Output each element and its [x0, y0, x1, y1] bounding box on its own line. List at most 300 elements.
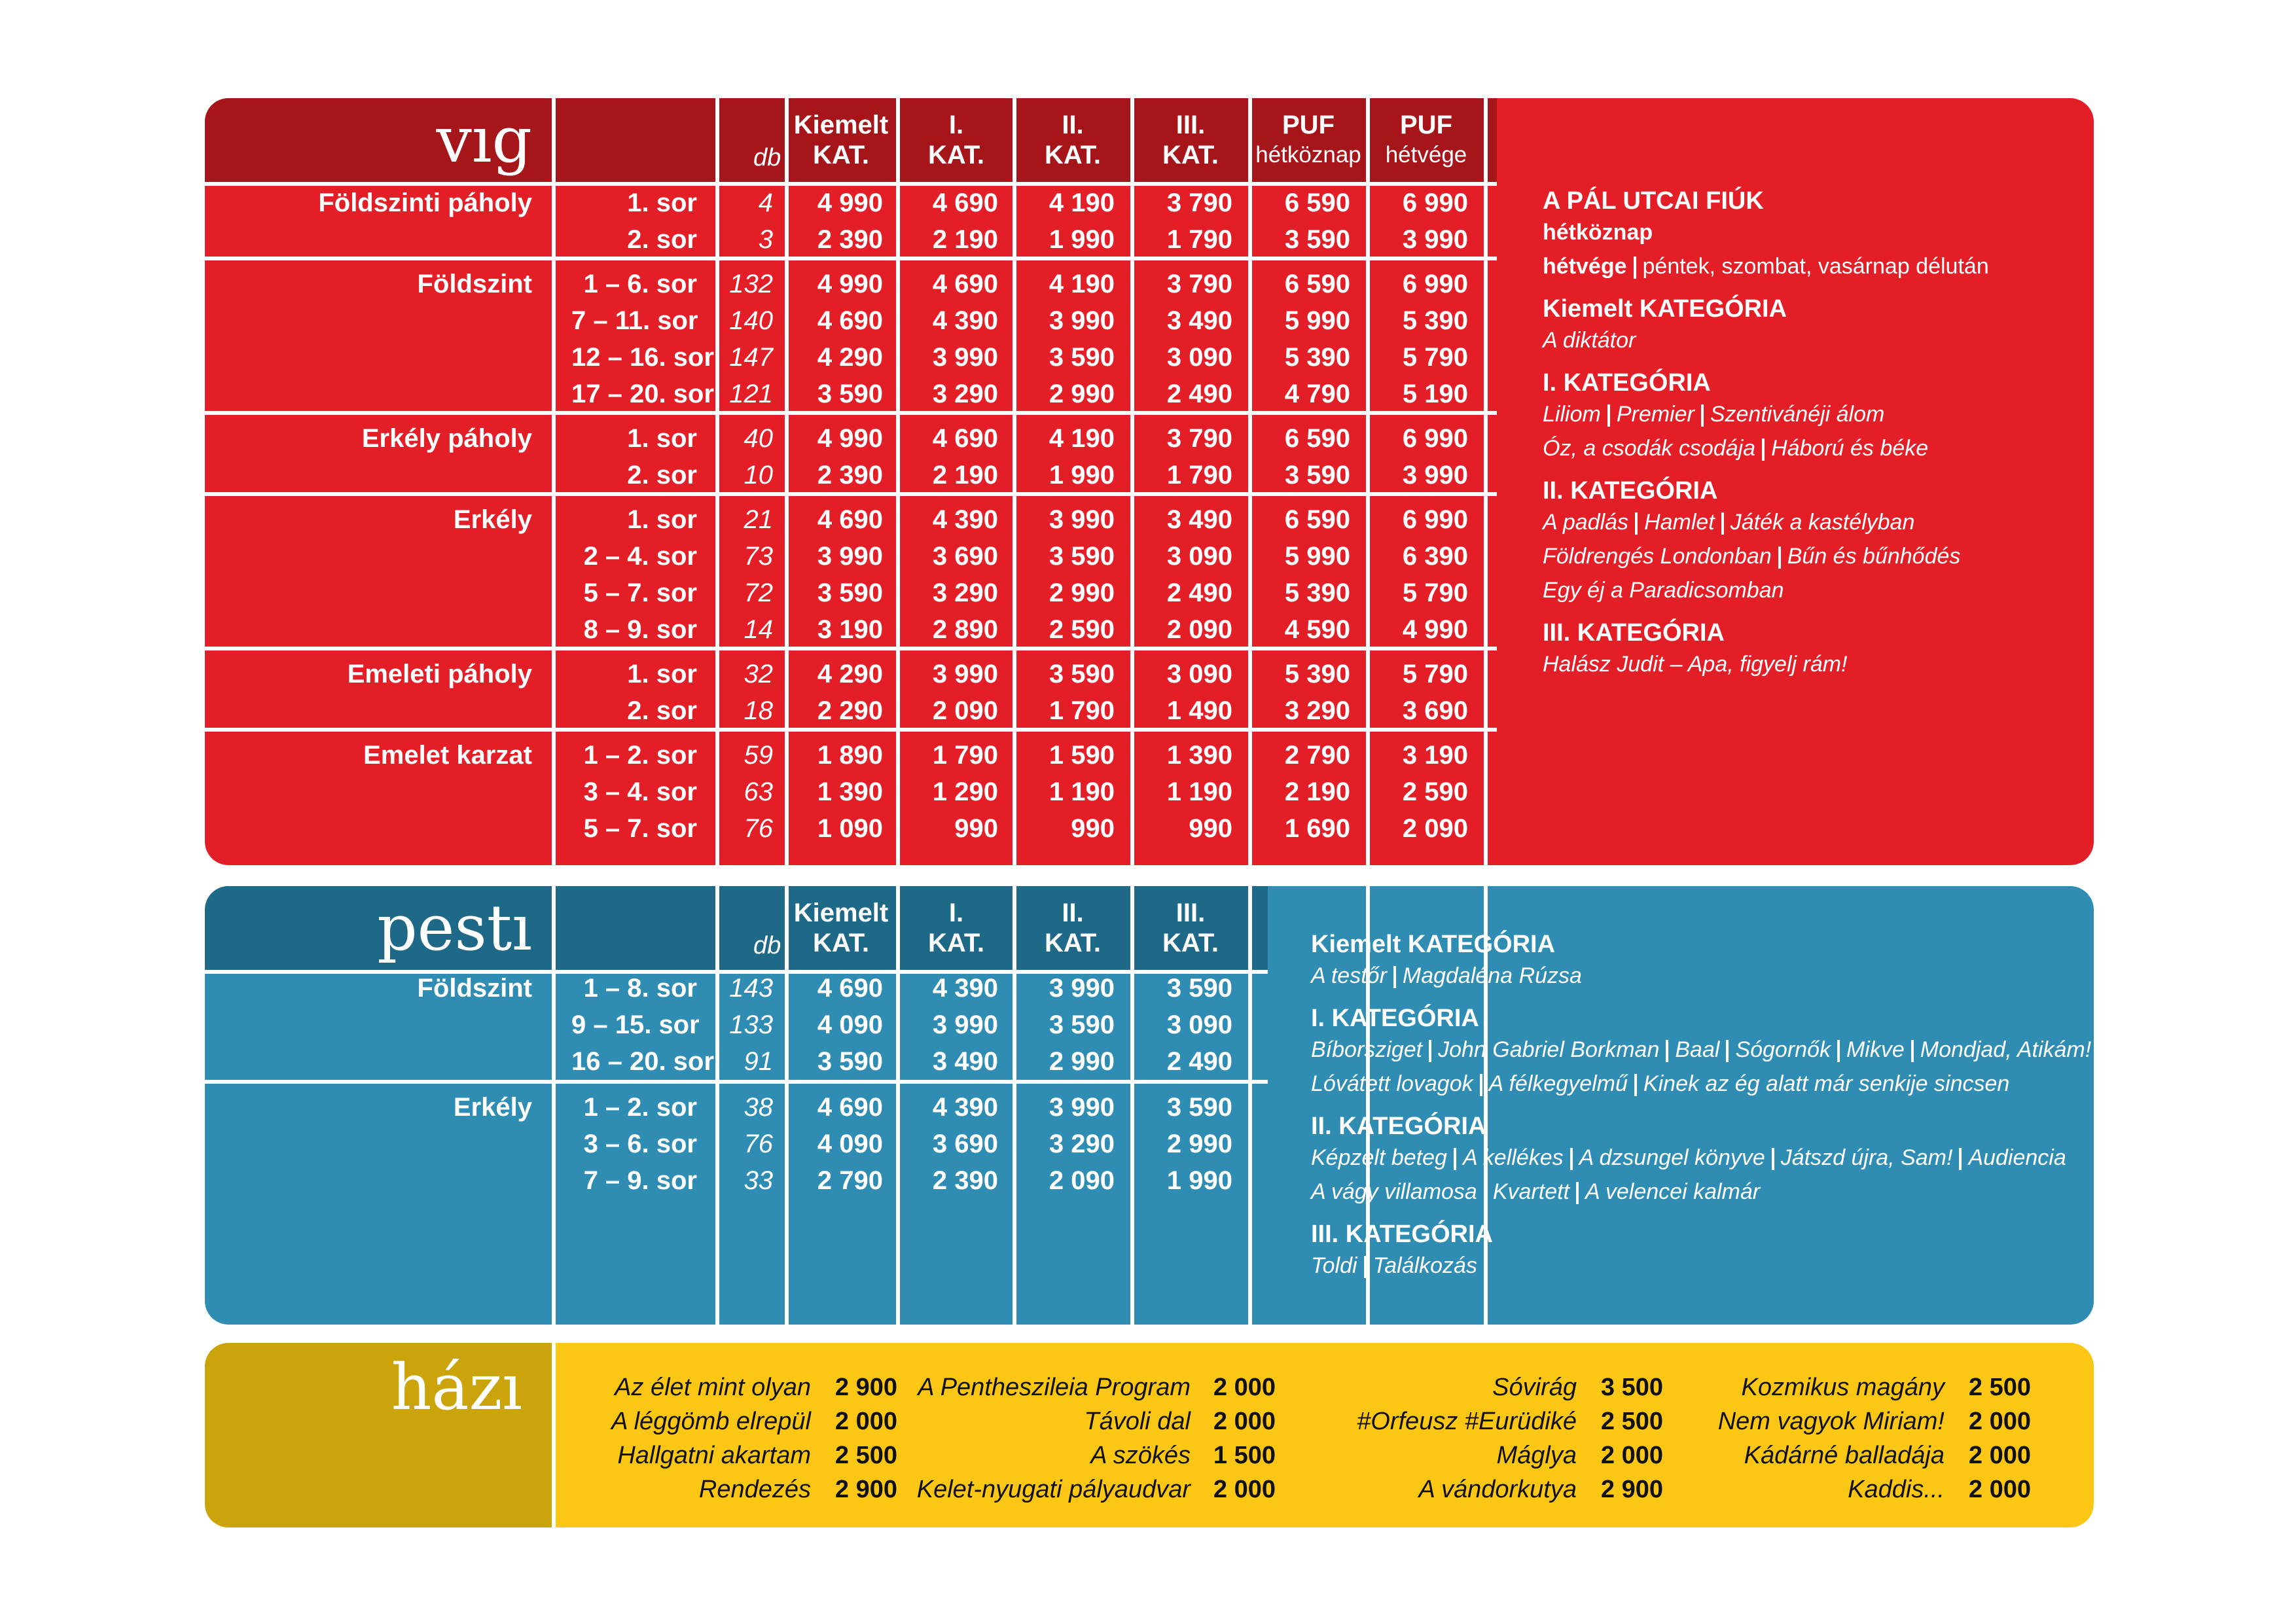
vig-note-separator [1607, 404, 1610, 427]
pesti-note-item: Találkozás [1372, 1253, 1477, 1278]
vig-note-item: A padlás [1543, 510, 1629, 535]
vig-price-cell: 4 990 [1402, 615, 1468, 644]
vig-price-cell: 1 490 [1166, 696, 1232, 725]
pesti-note-separator [1959, 1148, 1962, 1170]
vig-note-item: Földrengés Londonban [1543, 544, 1772, 569]
vig-header-col-title: PUF [1282, 111, 1335, 139]
vig-header-col-title: III. [1175, 111, 1206, 139]
pesti-header-col-sub: KAT. [1045, 929, 1101, 957]
vig-row-count: 18 [744, 696, 773, 725]
vig-row-label: 3 – 4. sor [583, 777, 697, 806]
vig-header-col-title: I. [948, 111, 964, 139]
vig-price-cell: 5 790 [1402, 660, 1468, 688]
pesti-header-col-title: Kiemelt [793, 899, 889, 927]
pesti-price-cell: 3 290 [1049, 1130, 1115, 1158]
vig-price-cell: 3 590 [1049, 542, 1115, 571]
vig-note-item: Halász Judit – Apa, figyelj rám! [1543, 652, 1848, 677]
vig-price-cell: 1 190 [1166, 777, 1232, 806]
vig-price-cell: 990 [1071, 814, 1115, 843]
vig-row-label: 7 – 11. sor [571, 306, 698, 335]
vig-note-item: Szentivánéji álom [1710, 402, 1885, 427]
pesti-note-item: A testőr [1311, 963, 1387, 988]
hazi-show-price: 2 000 [1600, 1442, 1663, 1469]
vig-price-cell: 5 390 [1284, 343, 1350, 372]
vig-price-cell: 3 790 [1166, 424, 1232, 453]
pesti-price-cell: 4 690 [817, 1093, 883, 1122]
hazi-show-price: 2 500 [1968, 1374, 2031, 1401]
hazi-show-title: Rendezés [698, 1476, 811, 1503]
pesti-header-col-title: II. [1062, 899, 1084, 927]
vig-header-col [1370, 98, 1482, 182]
vig-price-cell: 3 690 [1402, 696, 1468, 725]
pesti-group-name: Erkély [453, 1093, 532, 1122]
pesti-note-separator [1837, 1040, 1840, 1062]
vig-price-cell: 3 990 [1049, 306, 1115, 335]
pesti-note-line [1311, 959, 2091, 993]
vig-price-cell: 2 090 [932, 696, 998, 725]
vig-group-name: Földszinti páholy [318, 188, 532, 217]
hazi-show-title: Nem vagyok Miriam! [1717, 1408, 1945, 1435]
vig-price-cell: 6 590 [1284, 270, 1350, 298]
pesti-note-separator [1393, 966, 1396, 988]
hazi-show-title: A léggömb elrepül [611, 1408, 811, 1435]
vig-price-cell: 3 290 [932, 380, 998, 408]
vig-price-cell: 4 990 [817, 188, 883, 217]
vig-header-db: db [753, 144, 781, 171]
vig-note-item: Bűn és bűnhődés [1787, 544, 1961, 569]
vig-row-label: 2 – 4. sor [583, 542, 697, 571]
pesti-note-item: A vágy villamosa [1311, 1179, 1477, 1204]
hazi-divider [552, 1343, 556, 1527]
vig-row-label: 1. sor [627, 424, 697, 453]
vig-price-cell: 4 690 [932, 270, 998, 298]
vig-header-col-sub: hétköznap [1255, 142, 1361, 168]
pesti-note-title: Kiemelt KATEGÓRIA [1311, 931, 1556, 958]
vig-price-cell: 4 690 [817, 306, 883, 335]
vig-price-cell: 3 990 [1402, 225, 1468, 254]
vig-price-cell: 1 690 [1284, 814, 1350, 843]
pesti-price-cell: 2 790 [817, 1166, 883, 1195]
vig-price-cell: 1 790 [1166, 461, 1232, 490]
vig-note-separator [1721, 512, 1724, 535]
hazi-show-title: Kozmikus magány [1741, 1374, 1945, 1401]
vig-note-rest: péntek, szombat, vasárnap délután [1642, 254, 1989, 279]
hazi-show-price: 2 900 [834, 1374, 897, 1401]
vig-group-divider [205, 728, 1497, 732]
vig-header-col-sub: hétvége [1385, 142, 1467, 168]
pesti-price-cell: 3 990 [1049, 974, 1115, 1003]
vig-row-count: 14 [744, 615, 773, 644]
vig-price-cell: 5 390 [1402, 306, 1468, 335]
vig-price-cell: 3 590 [1049, 660, 1115, 688]
pesti-price-cell: 2 090 [1049, 1166, 1115, 1195]
vig-price-cell: 5 990 [1284, 306, 1350, 335]
vig-price-cell: 2 490 [1166, 579, 1232, 607]
vig-header-col [1016, 98, 1129, 182]
pesti-note-item: Toldi [1311, 1253, 1357, 1278]
hazi-show-price: 2 500 [834, 1442, 897, 1469]
vig-price-cell: 5 390 [1284, 579, 1350, 607]
vig-price-cell: 3 590 [817, 579, 883, 607]
vig-price-cell: 1 090 [817, 814, 883, 843]
vig-price-cell: 3 990 [932, 660, 998, 688]
pesti-note-line [1311, 1141, 2091, 1175]
pesti-header-col-sub: KAT. [1162, 929, 1219, 957]
vig-price-cell: 1 790 [1166, 225, 1232, 254]
pesti-note-title: III. KATEGÓRIA [1311, 1221, 1493, 1248]
vig-price-cell: 6 590 [1284, 188, 1350, 217]
vig-price-cell: 4 190 [1049, 188, 1115, 217]
pesti-note-item: Játszd újra, Sam! [1780, 1145, 1953, 1170]
vig-note-line [1543, 249, 1989, 283]
vig-price-cell: 1 390 [817, 777, 883, 806]
vig-price-cell: 1 890 [817, 741, 883, 770]
vig-price-cell: 2 390 [817, 225, 883, 254]
vig-header-col-sub: KAT. [1045, 141, 1101, 169]
pesti-note-item: Magdaléna Rúzsa [1402, 963, 1582, 988]
vig-row-label: 5 – 7. sor [583, 579, 697, 607]
vig-row-count: 40 [744, 424, 773, 453]
vig-price-cell: 1 390 [1166, 741, 1232, 770]
vig-row-count: 73 [744, 542, 773, 571]
vig-note-item: hétköznap [1543, 220, 1653, 245]
hazi-show-price: 2 900 [1600, 1476, 1663, 1503]
pesti-note-separator [1364, 1256, 1367, 1278]
vig-price-cell: 4 990 [817, 270, 883, 298]
pesti-note-separator [1484, 1182, 1486, 1204]
pesti-note-item: A félkegyelmű [1488, 1071, 1628, 1096]
vig-header-col-title: PUF [1400, 111, 1452, 139]
pesti-note-separator [1429, 1040, 1431, 1062]
vig-header-col [1252, 98, 1365, 182]
pesti-note-separator [1480, 1074, 1482, 1096]
vig-category-notes [1543, 175, 1989, 681]
vig-col-divider [552, 98, 556, 865]
vig-row-label: 1. sor [627, 660, 697, 688]
vig-price-cell: 3 690 [932, 542, 998, 571]
pesti-row-label: 16 – 20. sor [571, 1047, 714, 1076]
pesti-note-line [1311, 1175, 2091, 1209]
pesti-header-col [900, 886, 1013, 970]
pesti-note-separator [1576, 1182, 1579, 1204]
vig-header-col-sub: KAT. [1162, 141, 1219, 169]
vig-group-name: Emeleti páholy [347, 660, 532, 688]
vig-price-cell: 1 590 [1049, 741, 1115, 770]
pesti-note-item: A dzsungel könyve [1579, 1145, 1765, 1170]
pesti-note-line [1311, 1249, 2091, 1283]
vig-price-cell: 6 990 [1402, 424, 1468, 453]
pesti-row-count: 76 [744, 1130, 773, 1158]
vig-note-title: I. KATEGÓRIA [1543, 369, 1711, 397]
vig-price-cell: 3 590 [1049, 343, 1115, 372]
pesti-price-cell: 4 390 [932, 1093, 998, 1122]
vig-note-line [1543, 431, 1989, 465]
vig-price-cell: 6 390 [1402, 542, 1468, 571]
hazi-show-price: 2 000 [1213, 1374, 1276, 1401]
pesti-price-cell: 2 390 [932, 1166, 998, 1195]
vig-price-cell: 2 390 [817, 461, 883, 490]
vig-header-col [900, 98, 1013, 182]
hazi-show-price: 2 000 [1213, 1476, 1276, 1503]
hazi-show-price: 2 000 [1213, 1408, 1276, 1435]
vig-group-name: Erkély [453, 505, 532, 534]
vig-note-title: III. KATEGÓRIA [1543, 619, 1725, 647]
hazi-show-price: 2 000 [1968, 1408, 2031, 1435]
vig-price-cell: 6 990 [1402, 505, 1468, 534]
pesti-row-label: 9 – 15. sor [571, 1010, 700, 1039]
vig-price-cell: 4 390 [932, 306, 998, 335]
pesti-note-title: II. KATEGÓRIA [1311, 1113, 1486, 1140]
vig-row-label: 1. sor [627, 188, 697, 217]
vig-row-label: 1 – 6. sor [583, 270, 697, 298]
vig-price-cell: 3 790 [1166, 188, 1232, 217]
vig-price-cell: 2 190 [932, 225, 998, 254]
vig-group-name: Emelet karzat [363, 741, 532, 770]
vig-price-cell: 3 490 [1166, 505, 1232, 534]
hazi-show-title: Sóvirág [1492, 1374, 1577, 1401]
pesti-row-label: 3 – 6. sor [583, 1130, 697, 1158]
hazi-show-title: Kelet-nyugati pályaudvar [916, 1476, 1191, 1503]
vig-group-name: Erkély páholy [361, 424, 532, 453]
vig-note-item: Óz, a csodák csodája [1543, 436, 1756, 461]
vig-col-divider [1484, 98, 1488, 865]
pesti-category-notes [1311, 919, 2091, 1283]
hazi-show-title: Távoli dal [1084, 1408, 1191, 1435]
hazi-show-title: #Orfeusz #Eurüdiké [1357, 1408, 1577, 1435]
vig-note-item: Hamlet [1644, 510, 1715, 535]
vig-price-cell: 3 590 [1284, 225, 1350, 254]
vig-header-col-sub: KAT. [813, 141, 869, 169]
vig-note-item: Liliom [1543, 402, 1601, 427]
vig-price-cell: 2 190 [932, 461, 998, 490]
hazi-show-price: 2 500 [1600, 1408, 1663, 1435]
vig-note-line [1543, 573, 1989, 607]
vig-row-count: 121 [729, 380, 773, 408]
pesti-price-cell: 3 090 [1166, 1010, 1232, 1039]
vig-price-cell: 3 790 [1166, 270, 1232, 298]
vig-note-separator [1762, 438, 1765, 461]
vig-price-cell: 5 790 [1402, 579, 1468, 607]
vig-row-label: 2. sor [627, 461, 697, 490]
pesti-header-col-title: I. [948, 899, 964, 927]
hazi-show-price: 1 500 [1213, 1442, 1276, 1469]
vig-price-cell: 1 290 [932, 777, 998, 806]
vig-row-count: 132 [729, 270, 773, 298]
pesti-note-item: Sógornők [1735, 1037, 1831, 1062]
hazi-show-price: 2 000 [1968, 1476, 2031, 1503]
vig-price-cell: 3 290 [1284, 696, 1350, 725]
vig-note-item: Játék a kastélyban [1730, 510, 1915, 535]
vig-note-separator [1635, 512, 1638, 535]
pesti-price-cell: 3 490 [932, 1047, 998, 1076]
vig-note-line [1543, 323, 1989, 357]
pesti-note-item: Képzelt beteg [1311, 1145, 1447, 1170]
pesti-header-col [1134, 886, 1247, 970]
pesti-price-cell: 3 590 [1049, 1010, 1115, 1039]
vig-header-col-title: Kiemelt [793, 111, 889, 139]
vig-price-cell: 3 990 [932, 343, 998, 372]
pesti-price-table [205, 886, 2094, 1325]
pesti-price-cell: 2 490 [1166, 1047, 1232, 1076]
vig-row-count: 4 [758, 188, 773, 217]
vig-row-count: 63 [744, 777, 773, 806]
vig-row-label: 1 – 2. sor [583, 741, 697, 770]
vig-price-cell: 5 990 [1284, 542, 1350, 571]
vig-price-cell: 1 990 [1049, 461, 1115, 490]
vig-price-cell: 3 090 [1166, 542, 1232, 571]
vig-price-cell: 1 790 [932, 741, 998, 770]
vig-header-col-title: II. [1062, 111, 1084, 139]
vig-row-count: 3 [758, 225, 773, 254]
vig-price-cell: 6 590 [1284, 424, 1350, 453]
pesti-row-count: 143 [729, 974, 773, 1003]
vig-group-divider [205, 411, 1497, 415]
pesti-row-count: 33 [744, 1166, 773, 1195]
pesti-header-col [1016, 886, 1129, 970]
vig-price-cell: 2 090 [1402, 814, 1468, 843]
pesti-col-divider [552, 886, 556, 1325]
hazi-show-title: A vándorkutya [1418, 1476, 1577, 1503]
vig-note-lead: hétvége [1543, 254, 1627, 279]
vig-price-cell: 3 190 [817, 615, 883, 644]
vig-note-line [1543, 397, 1989, 431]
vig-note-line [1543, 215, 1989, 249]
hazi-show-title: Kaddis... [1848, 1476, 1945, 1503]
vig-row-count: 21 [744, 505, 773, 534]
hazi-show-title: Máglya [1496, 1442, 1577, 1469]
vig-row-label: 1. sor [627, 505, 697, 534]
vig-price-cell: 3 190 [1402, 741, 1468, 770]
hazi-logo: házı [205, 1343, 552, 1527]
hazi-price-list [205, 1343, 2094, 1527]
hazi-show-title: A szökés [1090, 1442, 1191, 1469]
vig-note-item: Háború és béke [1771, 436, 1929, 461]
pesti-price-cell: 2 990 [1049, 1047, 1115, 1076]
pesti-note-item: Kvartett [1492, 1179, 1570, 1204]
pesti-header-col [785, 886, 897, 970]
vig-note-item: Premier [1616, 402, 1695, 427]
vig-note-separator [1701, 404, 1704, 427]
pesti-row-count: 133 [729, 1010, 773, 1039]
pesti-note-item: Lóvátett lovagok [1311, 1071, 1473, 1096]
vig-price-cell: 4 790 [1284, 380, 1350, 408]
vig-price-cell: 4 590 [1284, 615, 1350, 644]
pesti-note-item: Baal [1675, 1037, 1720, 1062]
vig-price-cell: 2 190 [1284, 777, 1350, 806]
vig-row-count: 147 [729, 343, 773, 372]
vig-price-cell: 2 790 [1284, 741, 1350, 770]
vig-price-cell: 2 990 [1049, 380, 1115, 408]
vig-price-cell: 2 590 [1402, 777, 1468, 806]
vig-note-line [1543, 647, 1989, 681]
vig-header-col [785, 98, 897, 182]
vig-price-cell: 3 590 [1284, 461, 1350, 490]
vig-header-col-sub: KAT. [928, 141, 984, 169]
vig-row-count: 76 [744, 814, 773, 843]
vig-price-cell: 4 990 [817, 424, 883, 453]
vig-row-label: 12 – 16. sor [571, 343, 714, 372]
vig-price-cell: 3 290 [932, 579, 998, 607]
vig-price-cell: 2 890 [932, 615, 998, 644]
vig-group-name: Földszint [417, 270, 532, 298]
vig-logo: vıg [436, 103, 532, 177]
vig-row-count: 59 [744, 741, 773, 770]
vig-note-title: Kiemelt KATEGÓRIA [1543, 295, 1787, 323]
hazi-show-price: 2 000 [1968, 1442, 2031, 1469]
pesti-header-db: db [753, 932, 781, 959]
vig-price-cell: 4 690 [932, 424, 998, 453]
pesti-note-separator [1454, 1148, 1456, 1170]
pesti-note-separator [1634, 1074, 1637, 1096]
vig-row-count: 10 [744, 461, 773, 490]
hazi-show-price: 2 000 [834, 1408, 897, 1435]
pesti-note-separator [1911, 1040, 1914, 1062]
pesti-note-item: Bíborsziget [1311, 1037, 1423, 1062]
vig-price-cell: 6 990 [1402, 270, 1468, 298]
pesti-note-title: I. KATEGÓRIA [1311, 1005, 1479, 1032]
vig-price-cell: 1 990 [1049, 225, 1115, 254]
vig-price-cell: 6 990 [1402, 188, 1468, 217]
pesti-note-item: A kellékes [1462, 1145, 1564, 1170]
pesti-price-cell: 1 990 [1166, 1166, 1232, 1195]
vig-row-count: 32 [744, 660, 773, 688]
pesti-row-label: 1 – 8. sor [583, 974, 697, 1003]
pesti-note-item: Mikve [1846, 1037, 1905, 1062]
hazi-show-title: Kádárné balladája [1744, 1442, 1945, 1469]
vig-row-label: 2. sor [627, 696, 697, 725]
vig-row-count: 72 [744, 579, 773, 607]
vig-price-cell: 4 290 [817, 343, 883, 372]
pesti-price-cell: 3 990 [932, 1010, 998, 1039]
vig-row-label: 5 – 7. sor [583, 814, 697, 843]
vig-row-label: 2. sor [627, 225, 697, 254]
pesti-price-cell: 3 590 [817, 1047, 883, 1076]
pesti-col-divider [1248, 886, 1252, 1325]
vig-header-col [1134, 98, 1247, 182]
vig-price-cell: 4 290 [817, 660, 883, 688]
vig-price-cell: 4 690 [817, 505, 883, 534]
pesti-header-col-sub: KAT. [813, 929, 869, 957]
pesti-price-cell: 3 690 [932, 1130, 998, 1158]
vig-note-title: II. KATEGÓRIA [1543, 477, 1718, 505]
hazi-show-title: Hallgatni akartam [617, 1442, 811, 1469]
vig-price-cell: 3 090 [1166, 343, 1232, 372]
vig-price-cell: 5 790 [1402, 343, 1468, 372]
vig-group-divider [205, 257, 1497, 260]
pesti-note-line [1311, 1033, 2091, 1067]
pesti-price-cell: 4 090 [817, 1010, 883, 1039]
vig-price-cell: 2 090 [1166, 615, 1232, 644]
pesti-price-cell: 4 690 [817, 974, 883, 1003]
vig-price-cell: 4 390 [932, 505, 998, 534]
pesti-note-item: Audiencia [1968, 1145, 2066, 1170]
pesti-note-item: A velencei kalmár [1585, 1179, 1761, 1204]
vig-price-cell: 5 190 [1402, 380, 1468, 408]
pesti-price-cell: 3 990 [1049, 1093, 1115, 1122]
vig-row-label: 8 – 9. sor [583, 615, 697, 644]
hazi-show-price: 2 900 [834, 1476, 897, 1503]
pesti-price-cell: 4 090 [817, 1130, 883, 1158]
pesti-row-count: 91 [744, 1047, 773, 1076]
pesti-row-count: 38 [744, 1093, 773, 1122]
vig-price-cell: 4 190 [1049, 424, 1115, 453]
pesti-note-separator [1726, 1040, 1729, 1062]
vig-price-cell: 2 290 [817, 696, 883, 725]
pesti-note-separator [1772, 1148, 1774, 1170]
vig-note-line [1543, 539, 1989, 573]
vig-group-divider [205, 492, 1497, 496]
vig-price-cell: 5 390 [1284, 660, 1350, 688]
